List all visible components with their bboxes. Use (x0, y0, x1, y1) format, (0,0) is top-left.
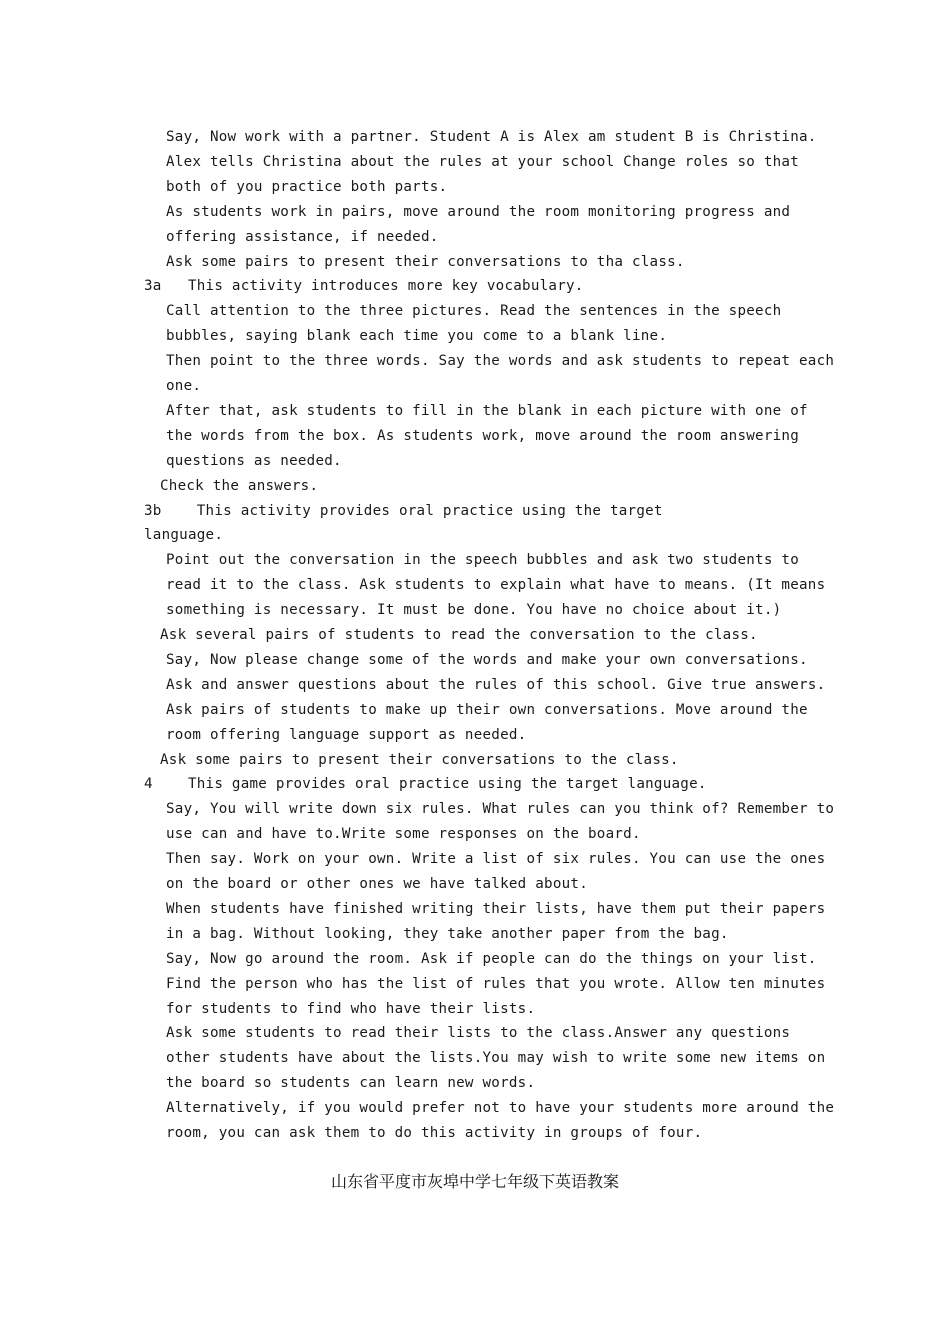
text-line: something is necessary. It must be done. You have no choice about it.) (166, 602, 782, 619)
text-line: As students work in pairs, move around the room monitoring progress and (166, 203, 791, 220)
text-line: Point out the conversation in the speech bubbles and ask two students to (166, 552, 799, 569)
text-line: Check the answers. (160, 477, 319, 494)
text-line: other students have about the lists.You may wish to write some new items on (166, 1050, 826, 1067)
section-line: 3b This activity provides oral practice using the target (144, 502, 663, 519)
section-line: 3a This activity introduces more key vocabulary. (144, 278, 584, 295)
text-line: room offering language support as needed. (166, 726, 527, 743)
document-footer: 山东省平度市灰埠中学七年级下英语教案 (330, 1172, 619, 1191)
text-line: Then point to the three words. Say the words and ask students to repeat each (166, 353, 835, 370)
text-line: Ask several pairs of students to read the conversation to the class. (160, 627, 758, 643)
text-line: room, you can ask them to do this activity in groups of four. (166, 1125, 703, 1141)
text-line: the words from the box. As students work, move around the room answering (166, 427, 799, 444)
text-line: After that, ask students to fill in the blank in each picture with one of (166, 402, 808, 419)
text-line: read it to the class. Ask students to explain what have to means. (It means (166, 577, 826, 594)
text-line: questions as needed. (166, 452, 342, 469)
text-line: one. (166, 378, 202, 394)
text-line: in a bag. Without looking, they take another paper from the bag. (166, 925, 729, 942)
text-line: use can and have to.Write some responses on the board. (166, 826, 641, 843)
text-line: the board so students can learn new words. (166, 1075, 536, 1092)
text-line: Ask pairs of students to make up their own conversations. Move around the (166, 701, 808, 718)
text-line: Alternatively, if you would prefer not to have your students more around the (166, 1100, 835, 1117)
text-line: bubbles, saying blank each time you come to a blank line. (166, 328, 668, 345)
text-line: Say, You will write down six rules. What rules can you think of? Remember to (166, 801, 835, 818)
section-line: 4 This game provides oral practice using the target language. (144, 776, 707, 793)
text-line: Ask and answer questions about the rules of this school. Give true answers. (166, 676, 826, 693)
text-line: Say, Now work with a partner. Student A is Alex am student B is Christina. (166, 129, 817, 145)
text-line: Say, Now go around the room. Ask if people can do the things on your list. (166, 950, 817, 967)
text-line: Ask some students to read their lists to the class.Answer any questions (166, 1025, 791, 1042)
text-line: Call attention to the three pictures. Read the sentences in the speech (166, 303, 782, 320)
text-line: for students to find who have their lists. (166, 1000, 536, 1017)
section-line: language. (144, 527, 224, 544)
text-line: Ask some pairs to present their conversations to the class. (160, 751, 679, 768)
text-line: Find the person who has the list of rules that you wrote. Allow ten minutes (166, 975, 826, 992)
text-line: Alex tells Christina about the rules at your school Change roles so that (166, 153, 799, 170)
text-line: Say, Now please change some of the words and make your own conversations. (166, 651, 808, 668)
text-line: Ask some pairs to present their conversations to tha class. (166, 253, 685, 270)
text-line: both of you practice both parts. (166, 178, 448, 195)
text-line: When students have finished writing their lists, have them put their papers (166, 900, 826, 917)
text-line: offering assistance, if needed. (166, 228, 439, 245)
text-line: on the board or other ones we have talked about. (166, 876, 588, 892)
text-line: Then say. Work on your own. Write a list of six rules. You can use the ones (166, 851, 826, 868)
